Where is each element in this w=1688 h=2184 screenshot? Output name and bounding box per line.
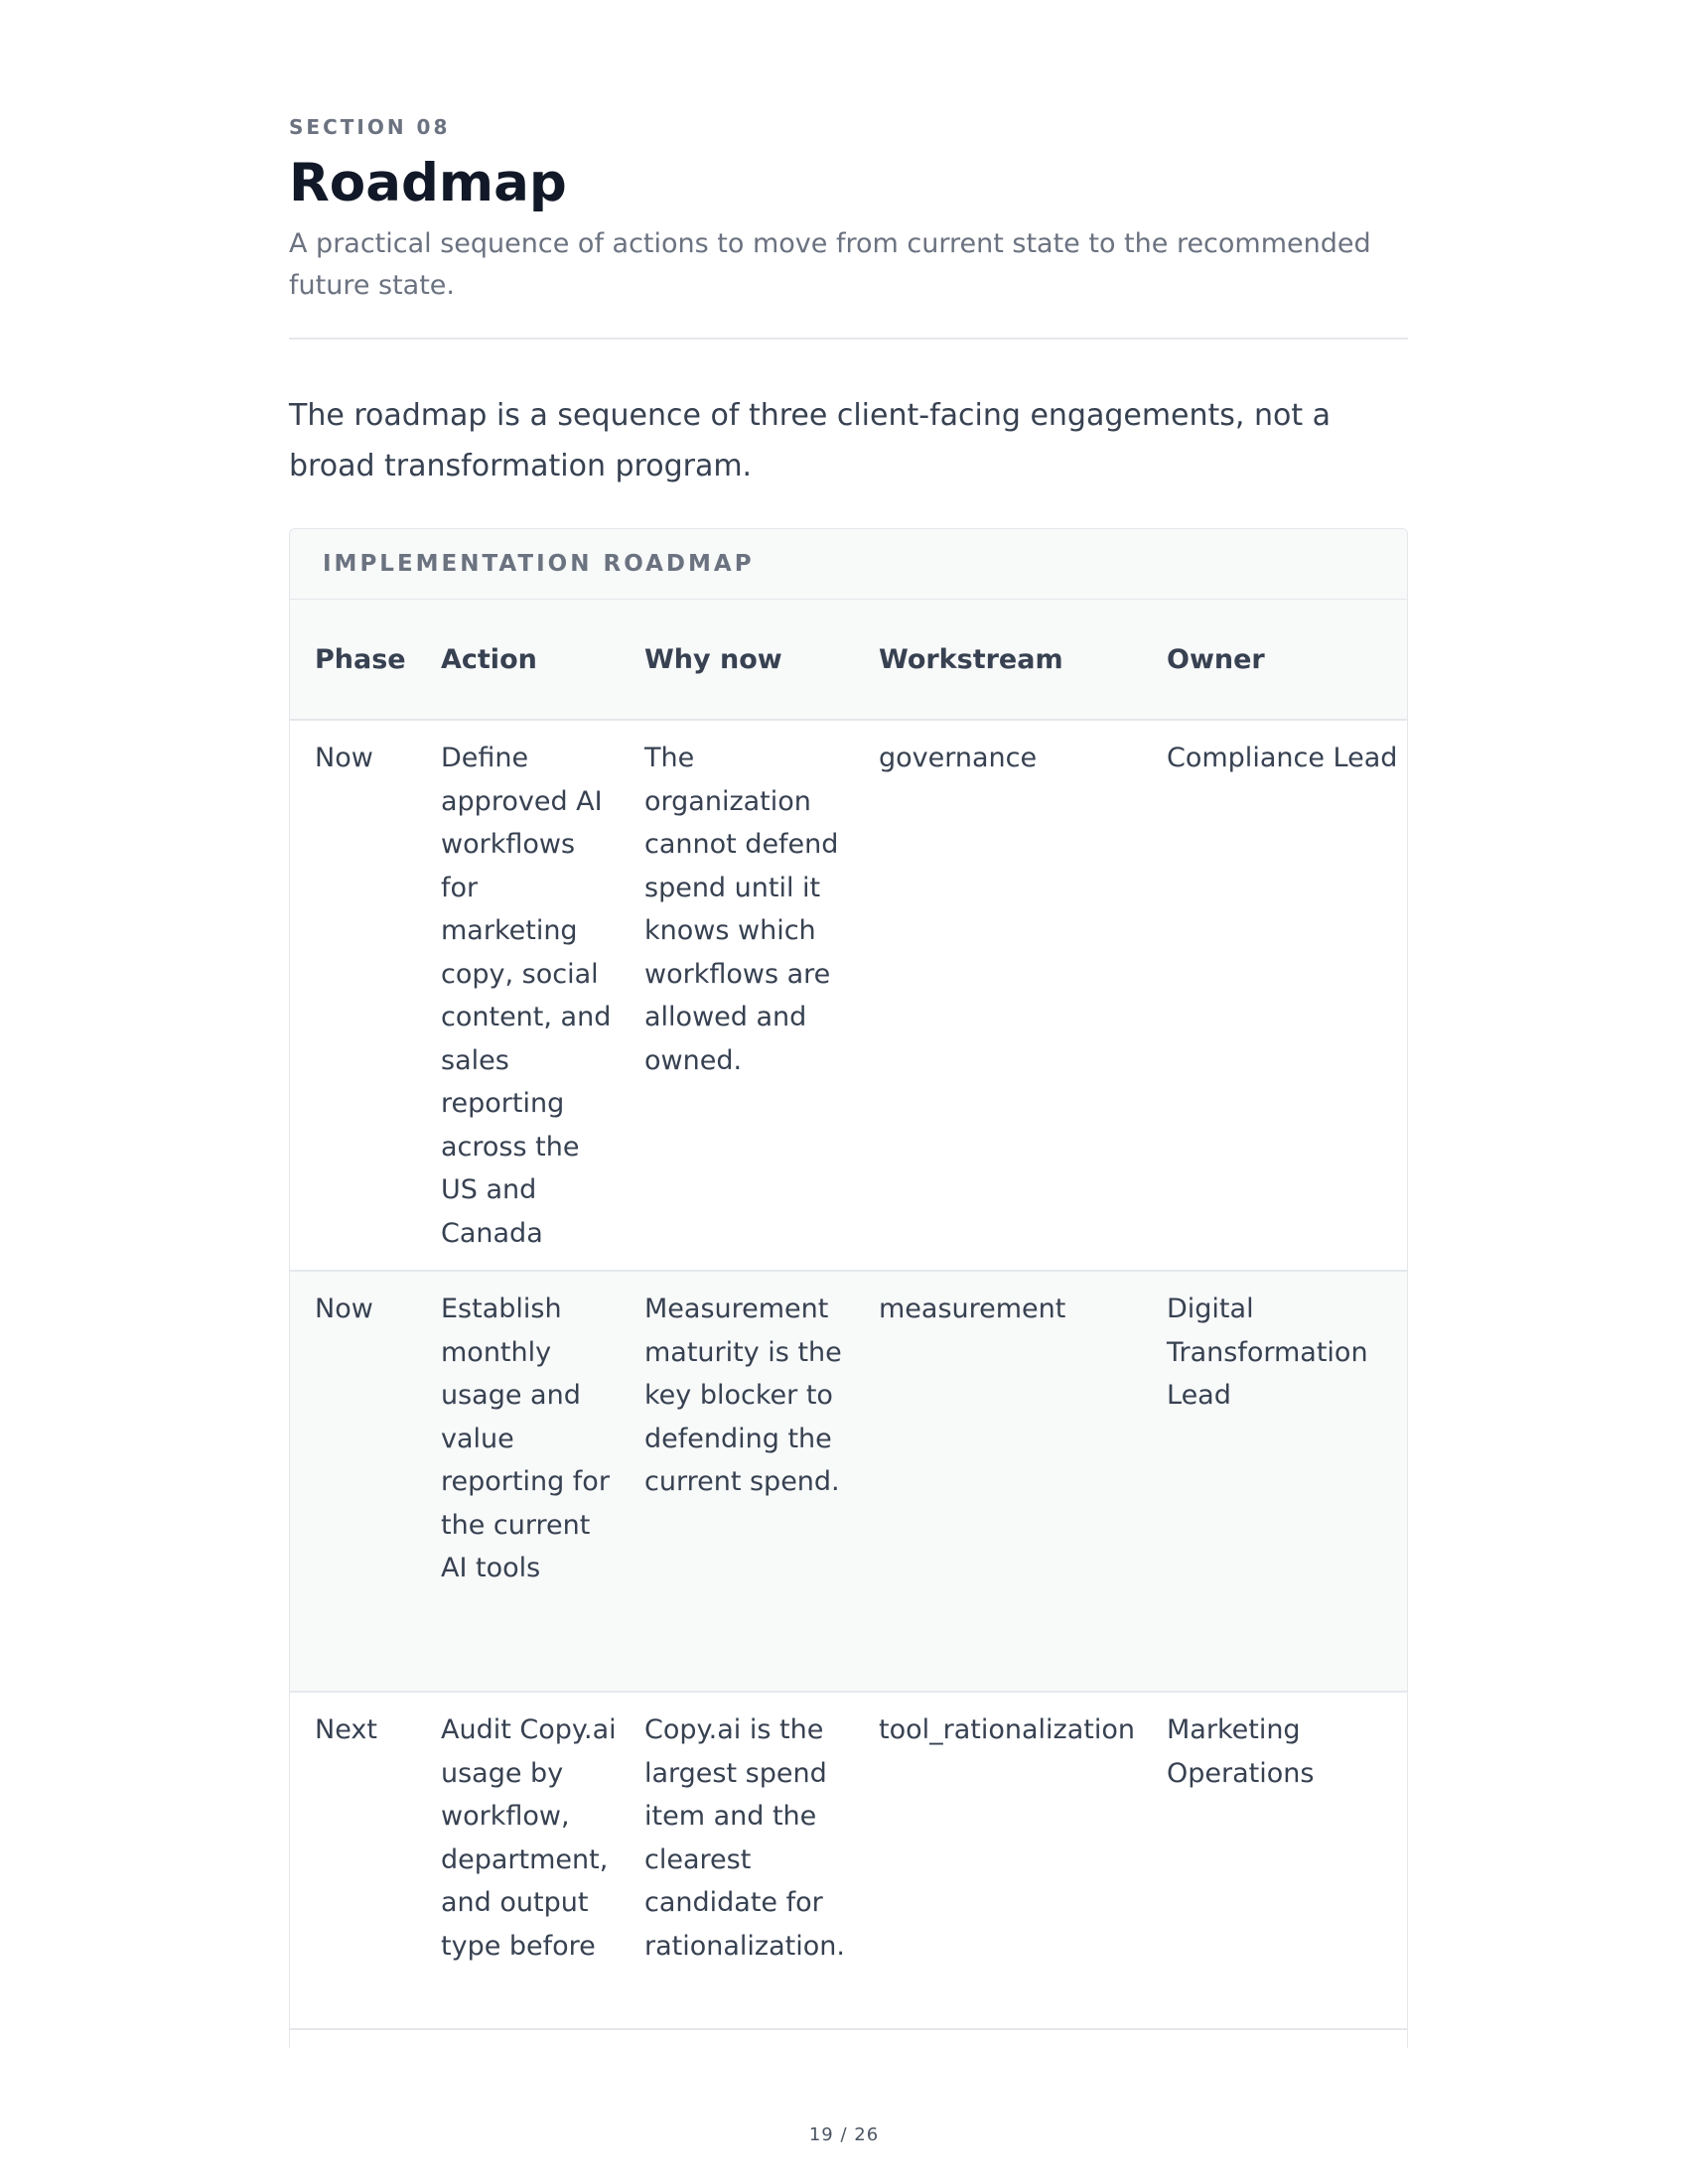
cell-action: Audit Copy.ai usage by workflow, department, and output type before: [441, 1714, 617, 1962]
cell-workstream: tool_rationalization: [879, 1714, 1135, 1745]
cell-why-now: Measurement maturity is the key blocker to defending the current spend.: [644, 1294, 842, 1497]
cell-workstream: governance: [879, 743, 1038, 773]
cell-owner: Compliance Lead: [1167, 743, 1398, 773]
cell-owner: Marketing Operations: [1167, 1714, 1315, 1789]
cell-why-now: Copy.ai is the largest spend item and the clearest candidate for rationalization.: [644, 1714, 845, 1962]
table-row: [290, 1271, 1407, 1692]
column-header-workstream: Workstream: [854, 600, 1142, 720]
roadmap-table: [290, 600, 1407, 2030]
cell-workstream: measurement: [879, 1294, 1066, 1324]
cell-owner: Digital Transformation Lead: [1167, 1294, 1368, 1411]
page-title: Roadmap: [289, 153, 567, 213]
page-number: 19 / 26: [808, 2124, 880, 2145]
column-header-phase: Phase: [290, 600, 416, 720]
section-eyebrow: SECTION 08: [289, 115, 451, 139]
page-subtitle: A practical sequence of actions to move from current state to the recommended future state.: [289, 228, 1371, 301]
cell-why-now: The organization cannot defend spend until it knows which workflows are allowed and owned.: [644, 743, 839, 1076]
column-header-action: Action: [416, 600, 620, 720]
table-header-row: [290, 600, 1407, 720]
cell-action: Establish monthly usage and value reporting for the current AI tools: [441, 1294, 610, 1583]
cell-phase: Now: [315, 1294, 373, 1324]
cell-phase: Now: [315, 743, 373, 773]
column-header-why-now: Why now: [620, 600, 854, 720]
divider: [289, 338, 1408, 340]
lead-paragraph: The roadmap is a sequence of three client-facing engagements, not a broad transformation program.: [289, 398, 1332, 483]
table-caption-bar: [290, 529, 1407, 600]
table-row: [290, 720, 1407, 1271]
table-caption: IMPLEMENTATION ROADMAP: [323, 551, 755, 577]
table-row: [290, 1692, 1407, 2029]
cell-action: Define approved AI workflows for marketing copy, social content, and sales reporting across the US and Canada: [441, 743, 612, 1249]
column-header-owner: Owner: [1142, 600, 1407, 720]
cell-phase: Next: [315, 1714, 377, 1745]
roadmap-table-card: [289, 528, 1408, 2048]
